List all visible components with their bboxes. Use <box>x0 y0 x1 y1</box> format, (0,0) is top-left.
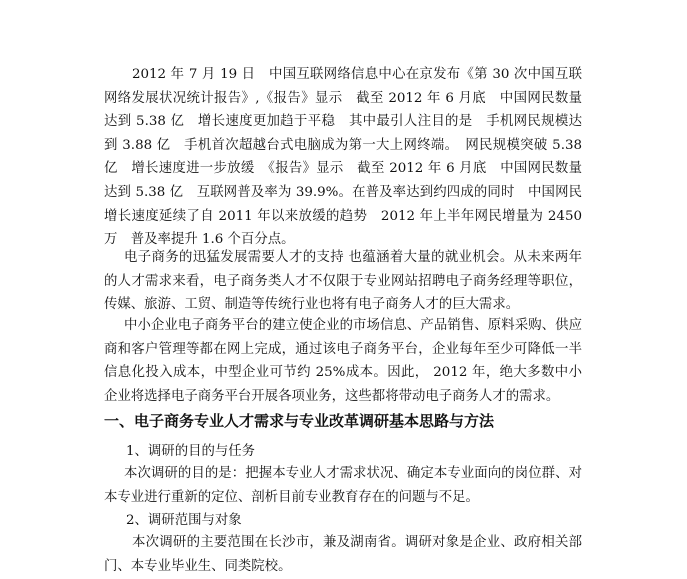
paragraph-internet-report: 2012 年 7 月 19 日 中国互联网络信息中心在京发布《第 30 次中国互联网络发展状况统计报告》,《报告》显示 截至 2012 年 6 月底 中国网民数量达到 5.38 亿 增长速度更加趋于平稳 其中最引人注目的是 手机网民规模达到 3.88 亿 手机首次超越台式电脑成为第一大上网终端。 网民规模突破 5.38 亿 增长速度进一步放缓 《报告》显示 截至 2012 年 6 月底 中国网民数量达到 5.38 亿 互联网普及率为 39.9%。在普及率达到约四成的同时 中国网民增长速度延续了自 2011 年以来放缓的趋势 2012 年上半年网民增量为 2450 万 普及率提升 1.6 个百分点。 <box>104 67 582 248</box>
paragraph-sme-platform: 中小企业电子商务平台的建立使企业的市场信息、产品销售、原料采购、供应商和客户管理等都在网上完成，通过该电子商务平台，企业每年至少可降低一半信息化投入成本，中型企业可节约 25%成本。因此， 2012 年，绝大多数中小企业将选择电子商务平台开展各项业务，这些都将带动电子商务人才的需求。 <box>104 318 582 404</box>
subheading-scope: 2、调研范围与对象 <box>126 513 242 528</box>
section-heading: 一、电子商务专业人才需求与专业改革调研基本思路与方法 <box>104 412 495 430</box>
paragraph-purpose: 本次调研的目的是：把握本专业人才需求状况、确定本专业面向的岗位群、对本专业进行重新的定位、剖析目前专业教育存在的问题与不足。 <box>104 466 582 505</box>
subheading-purpose: 1、调研的目的与任务 <box>126 444 256 459</box>
paragraph-scope: 本次调研的主要范围在长沙市，兼及湖南省。调研对象是企业、政府相关部门、本专业毕业生、同类院校。 <box>104 535 582 574</box>
paragraph-ecommerce-talent: 电子商务的迅猛发展需要人才的支持 也蕴涵着大量的就业机会。从未来两年的人才需求来看，电子商务类人才不仅限于专业网站招聘电子商务经理等职位，传媒、旅游、工贸、制造等传统行业也将有电子商务人才的巨大需求。 <box>104 250 582 313</box>
